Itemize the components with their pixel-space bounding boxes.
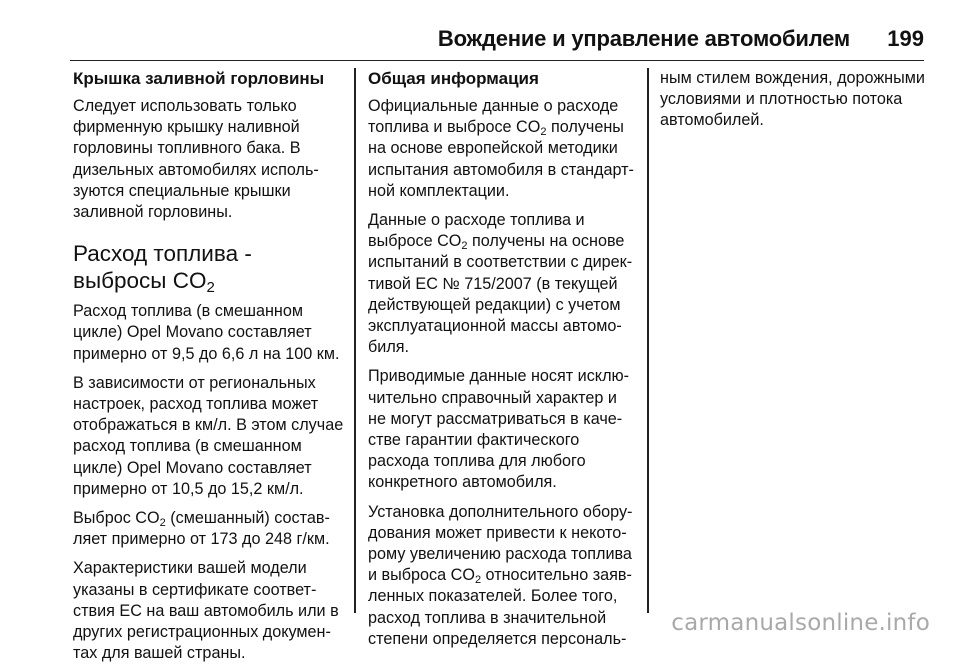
paragraph xyxy=(73,508,345,550)
text: получены на основе испытаний в соответствии с дирек-тивой ЕС № 715/2007 (в текущей действующей редакции) с учетом эксплуатационной массы автомо-биля. xyxy=(368,232,633,357)
column-middle xyxy=(368,68,636,658)
subscript: 2 xyxy=(206,279,215,297)
subscript: 2 xyxy=(461,240,468,253)
text: (смешанный) состав-ляет примерно от 173 до 248 г/км. xyxy=(73,509,330,549)
watermark: carmanualsonline.info xyxy=(671,610,930,636)
paragraph xyxy=(368,502,636,650)
section-heading-filler-cap: Крышка заливной горловины xyxy=(73,69,325,88)
text: относительно заяв-ленных показателей. Более того, расход топлива в значительной степени определяется персональ- xyxy=(368,566,632,648)
column-right xyxy=(660,68,928,140)
paragraph: Следует использовать только фирменную крышку наливной горловины топливного бака. В дизельных автомобилях исполь-зуются специальные крышки заливной горловины. xyxy=(73,97,319,222)
column-divider xyxy=(354,68,356,613)
section-heading-general-info: Общая информация xyxy=(368,69,539,88)
column-divider xyxy=(647,68,649,613)
subscript: 2 xyxy=(540,126,547,139)
column-left xyxy=(73,68,345,672)
text: Установка дополнительного обору-дования может привести к некото-рому увеличению расхода топлива и выброса CO xyxy=(368,502,633,585)
text: получены на основе европейской методики испытания автомобиля в стандарт-ной комплектации. xyxy=(368,118,634,200)
page-header xyxy=(70,26,924,61)
paragraph: Расход топлива (в смешанном цикле) Opel Movano составляет примерно от 9,5 до 6,6 л на 100 км. xyxy=(73,302,340,363)
subscript: 2 xyxy=(159,517,166,530)
text: Данные о расходе топлива и выбросе CO xyxy=(368,211,585,251)
heading-line-2: выбросы CO xyxy=(73,268,207,294)
page-number: 199 xyxy=(887,26,924,51)
paragraph: В зависимости от региональных настроек, расход топлива может отображаться в км/л. В этом случае расход топлива (в смешанном цикле) Opel Movano составляет примерно от 10,5 до 15,2 км/л. xyxy=(73,373,344,498)
paragraph: Характеристики вашей модели указаны в сертификате соответ-ствия ЕС на ваш автомобиль или в других регистрационных докумен-тах для вашей страны. xyxy=(73,559,339,663)
text: Выброс CO xyxy=(73,509,160,528)
subscript: 2 xyxy=(474,574,482,587)
text: Официальные данные о расходе топлива и выбросе CO xyxy=(368,97,619,137)
paragraph xyxy=(368,96,636,202)
header-title: Вождение и управление автомобилем xyxy=(437,26,850,51)
paragraph: Приводимые данные носят исклю-чительно справочный характер и не могут рассматриваться в каче-стве гарантии фактического расхода топлива для любого конкретного автомобиля. xyxy=(368,367,630,492)
paragraph xyxy=(368,210,636,358)
section-heading-fuel-consumption xyxy=(73,240,345,297)
heading-line-1: Расход топлива - xyxy=(73,241,252,267)
paragraph: ным стилем вождения, дорожными условиями и плотностью потока автомобилей. xyxy=(660,69,925,130)
